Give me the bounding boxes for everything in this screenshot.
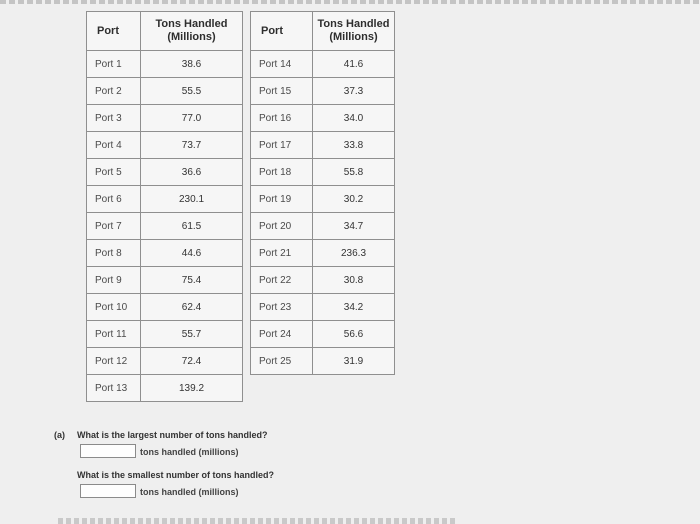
port-name-cell: Port 19: [251, 186, 313, 213]
port-name-cell: Port 8: [87, 240, 141, 267]
tons-value-cell: 55.7: [141, 321, 243, 348]
ports-table-right: [250, 11, 395, 375]
table-row: [87, 105, 243, 132]
table-row: [251, 294, 395, 321]
port-column-header: Port: [87, 12, 141, 51]
table-row: [251, 132, 395, 159]
port-name-cell: Port 1: [87, 51, 141, 78]
cut-off-next-question: [58, 518, 458, 524]
port-name-cell: Port 3: [87, 105, 141, 132]
table-row: [251, 213, 395, 240]
tons-value-cell: 236.3: [313, 240, 395, 267]
tons-value-cell: 37.3: [313, 78, 395, 105]
table-row: [87, 51, 243, 78]
ports-table-left: [86, 11, 243, 402]
smallest-unit-label: tons handled (millions): [140, 487, 239, 497]
tons-column-header: Tons Handled (Millions): [313, 12, 395, 51]
question-smallest: What is the smallest number of tons handled?: [77, 470, 275, 480]
table-row: [251, 240, 395, 267]
port-name-cell: Port 23: [251, 294, 313, 321]
tons-value-cell: 34.2: [313, 294, 395, 321]
port-name-cell: Port 16: [251, 105, 313, 132]
port-name-cell: Port 14: [251, 51, 313, 78]
tons-value-cell: 34.7: [313, 213, 395, 240]
table-row: [87, 240, 243, 267]
port-name-cell: Port 21: [251, 240, 313, 267]
port-name-cell: Port 5: [87, 159, 141, 186]
top-edge-decoration: [0, 0, 700, 4]
tons-value-cell: 230.1: [141, 186, 243, 213]
tons-value-cell: 30.8: [313, 267, 395, 294]
table-row: [87, 213, 243, 240]
table-header-row: [87, 12, 243, 51]
tons-value-cell: 72.4: [141, 348, 243, 375]
tons-value-cell: 34.0: [313, 105, 395, 132]
tons-value-cell: 44.6: [141, 240, 243, 267]
table-row: [251, 186, 395, 213]
table-row: [87, 132, 243, 159]
table-row: [251, 51, 395, 78]
largest-answer-input[interactable]: [80, 444, 136, 458]
part-a-label: (a): [54, 430, 65, 440]
tons-value-cell: 30.2: [313, 186, 395, 213]
port-name-cell: Port 13: [87, 375, 141, 402]
tons-value-cell: 55.8: [313, 159, 395, 186]
tons-value-cell: 41.6: [313, 51, 395, 78]
tons-value-cell: 61.5: [141, 213, 243, 240]
port-name-cell: Port 24: [251, 321, 313, 348]
tons-value-cell: 36.6: [141, 159, 243, 186]
table-header-row: [251, 12, 395, 51]
table-row: [87, 321, 243, 348]
tons-value-cell: 77.0: [141, 105, 243, 132]
port-name-cell: Port 10: [87, 294, 141, 321]
port-name-cell: Port 4: [87, 132, 141, 159]
table-row: [87, 348, 243, 375]
tons-column-header: Tons Handled (Millions): [141, 12, 243, 51]
port-name-cell: Port 12: [87, 348, 141, 375]
port-name-cell: Port 18: [251, 159, 313, 186]
tons-value-cell: 33.8: [313, 132, 395, 159]
port-name-cell: Port 11: [87, 321, 141, 348]
largest-unit-label: tons handled (millions): [140, 447, 239, 457]
table-row: [251, 159, 395, 186]
tons-value-cell: 38.6: [141, 51, 243, 78]
smallest-answer-input[interactable]: [80, 484, 136, 498]
port-name-cell: Port 9: [87, 267, 141, 294]
tons-value-cell: 56.6: [313, 321, 395, 348]
port-name-cell: Port 17: [251, 132, 313, 159]
tons-value-cell: 62.4: [141, 294, 243, 321]
table-row: [87, 78, 243, 105]
port-name-cell: Port 15: [251, 78, 313, 105]
table-row: [87, 159, 243, 186]
table-row: [87, 267, 243, 294]
tons-value-cell: 75.4: [141, 267, 243, 294]
table-row: [87, 294, 243, 321]
port-name-cell: Port 7: [87, 213, 141, 240]
tons-value-cell: 139.2: [141, 375, 243, 402]
port-name-cell: Port 6: [87, 186, 141, 213]
table-row: [251, 267, 395, 294]
tons-value-cell: 31.9: [313, 348, 395, 375]
table-row: [251, 78, 395, 105]
table-row: [87, 375, 243, 402]
port-name-cell: Port 20: [251, 213, 313, 240]
table-row: [87, 186, 243, 213]
tons-value-cell: 73.7: [141, 132, 243, 159]
table-row: [251, 348, 395, 375]
port-name-cell: Port 2: [87, 78, 141, 105]
port-column-header: Port: [251, 12, 313, 51]
port-name-cell: Port 22: [251, 267, 313, 294]
tons-value-cell: 55.5: [141, 78, 243, 105]
table-row: [251, 105, 395, 132]
question-largest: What is the largest number of tons handled?: [77, 430, 268, 440]
table-row: [251, 321, 395, 348]
port-name-cell: Port 25: [251, 348, 313, 375]
